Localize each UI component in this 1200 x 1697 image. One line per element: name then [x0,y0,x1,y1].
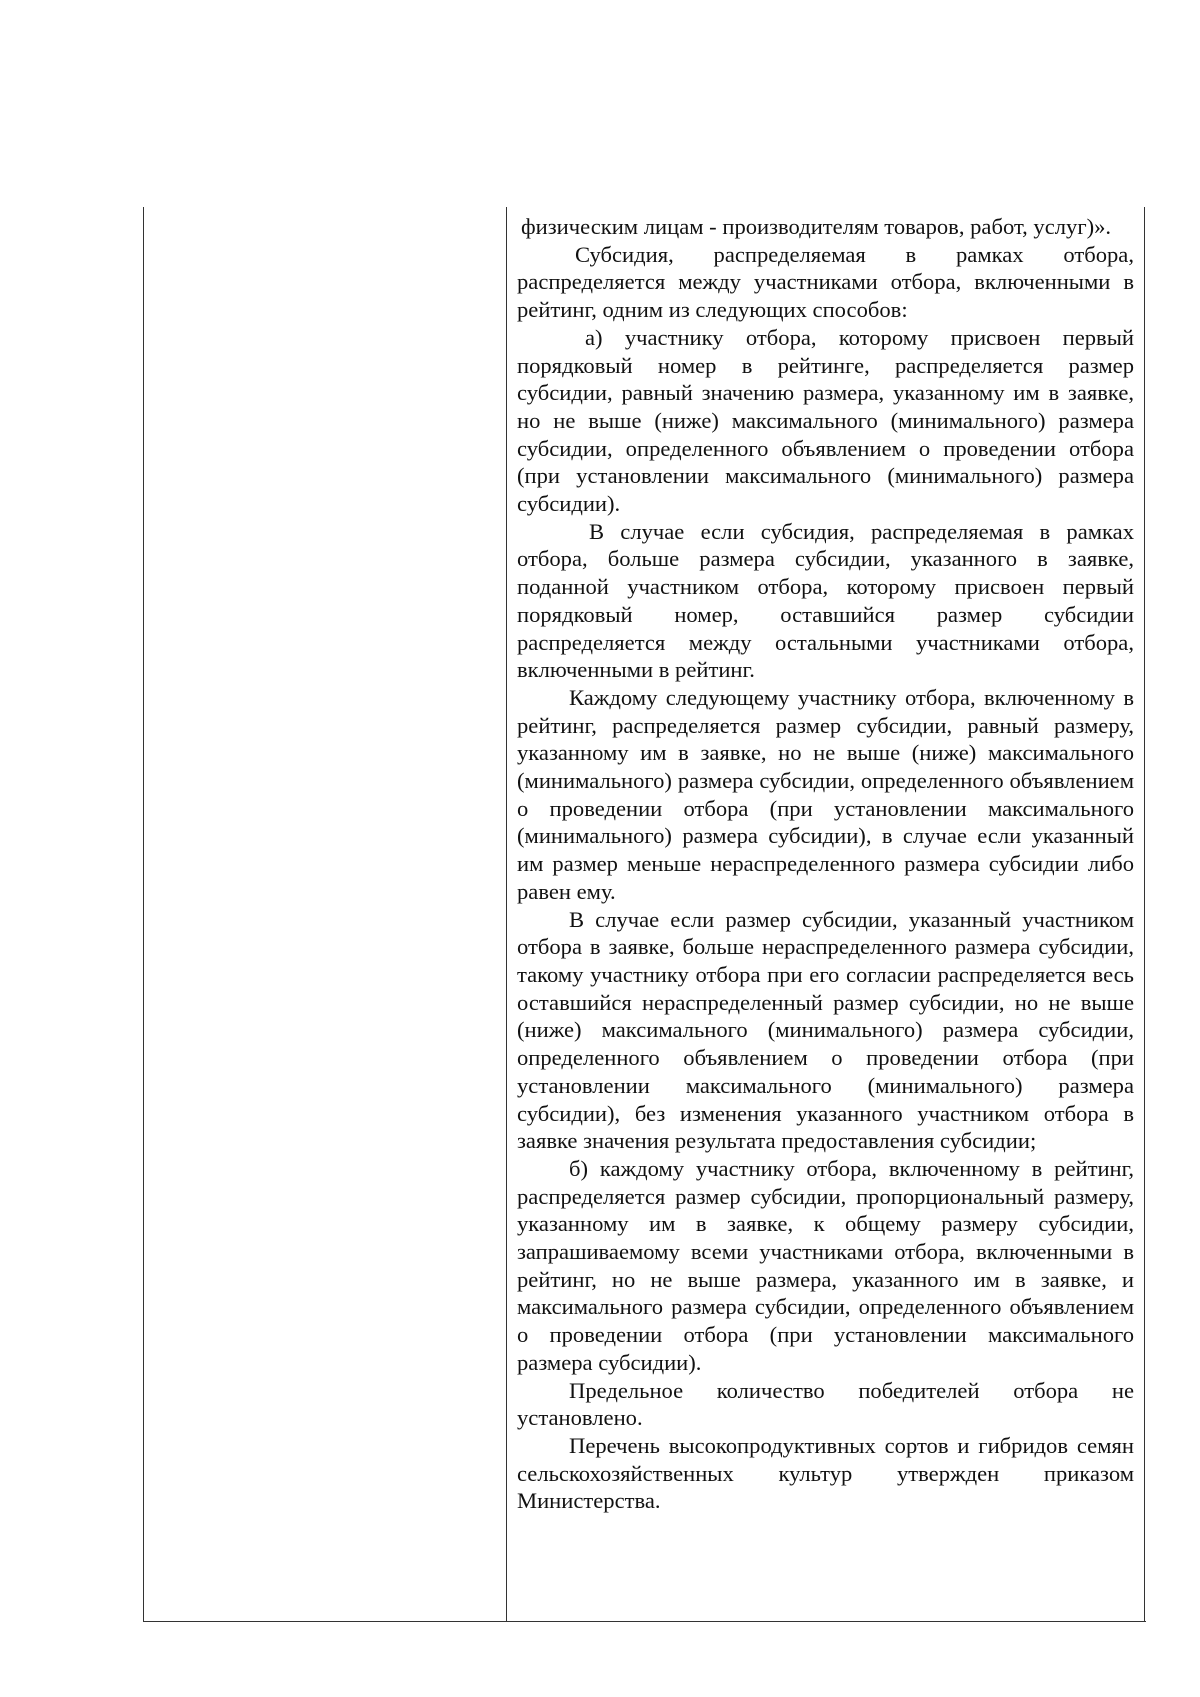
paragraph-continuation: физическим лицам - производителям товаров, работ, услуг)». [521,214,1112,239]
paragraph-seed-list: Перечень высокопродуктивных сортов и гибридов семян сельскохозяйственных культур утвержден приказом Министерства. [517,1432,1134,1514]
paragraph-remaining-subsidy: В случае если субсидия, распределяемая в рамках отбора, больше размера субсидии, указанного в заявке, поданной участником отбора, которому присвоен первый порядковый номер, оставшийся размер субсидии распределяется между остальными участниками отбора, включенными в рейтинг. [517,518,1134,683]
table-fragment [143,207,1146,1622]
paragraph-winner-limit: Предельное количество победителей отбора не установлено. [517,1377,1134,1431]
paragraph-excess-request: В случае если размер субсидии, указанный участником отбора в заявке, больше нераспределенного размера субсидии, такому участнику отбора при его согласии распределяется весь оставшийся нераспределенный размер субсидии, но не выше (ниже) максимального (минимального) размера субсидии, определенного объявлением о проведении отбора (при установлении максимального (минимального) размера субсидии), без изменения указанного участником отбора в заявке значения результата предоставления субсидии; [517,906,1134,1154]
table-column-divider [506,207,507,1622]
table-left-border [143,207,144,1622]
paragraph-subsidy-distribution: Субсидия, распределяемая в рамках отбора, распределяется между участниками отбора, включенными в рейтинг, одним из следующих способов: [517,241,1134,323]
table-cell-right [517,213,1134,1515]
paragraph-method-b: б) каждому участнику отбора, включенному в рейтинг, распределяется размер субсидии, пропорциональный размеру, указанному им в заявке, к общему размеру субсидии, запрашиваемому всеми участниками отбора, включенными в рейтинг, но не выше размера, указанного им в заявке, и максимального размера субсидии, определенного объявлением о проведении отбора (при установлении максимального размера субсидии). [517,1155,1134,1375]
table-bottom-border [143,1621,1146,1622]
table-right-border [1144,207,1145,1622]
paragraph-method-a: а) участнику отбора, которому присвоен первый порядковый номер в рейтинге, распределяется размер субсидии, равный значению размера, указанному им в заявке, но не выше (ниже) максимального (минимального) размера субсидии, определенного объявлением о проведении отбора (при установлении максимального (минимального) размера субсидии). [517,324,1134,517]
paragraph-next-participant: Каждому следующему участнику отбора, включенному в рейтинг, распределяется размер субсидии, равный размеру, указанному им в заявке, но не выше (ниже) максимального (минимального) размера субсидии, определенного объявлением о проведении отбора (при установлении максимального (минимального) размера субсидии), в случае если указанный им размер меньше нераспределенного размера субсидии либо равен ему. [517,684,1134,904]
